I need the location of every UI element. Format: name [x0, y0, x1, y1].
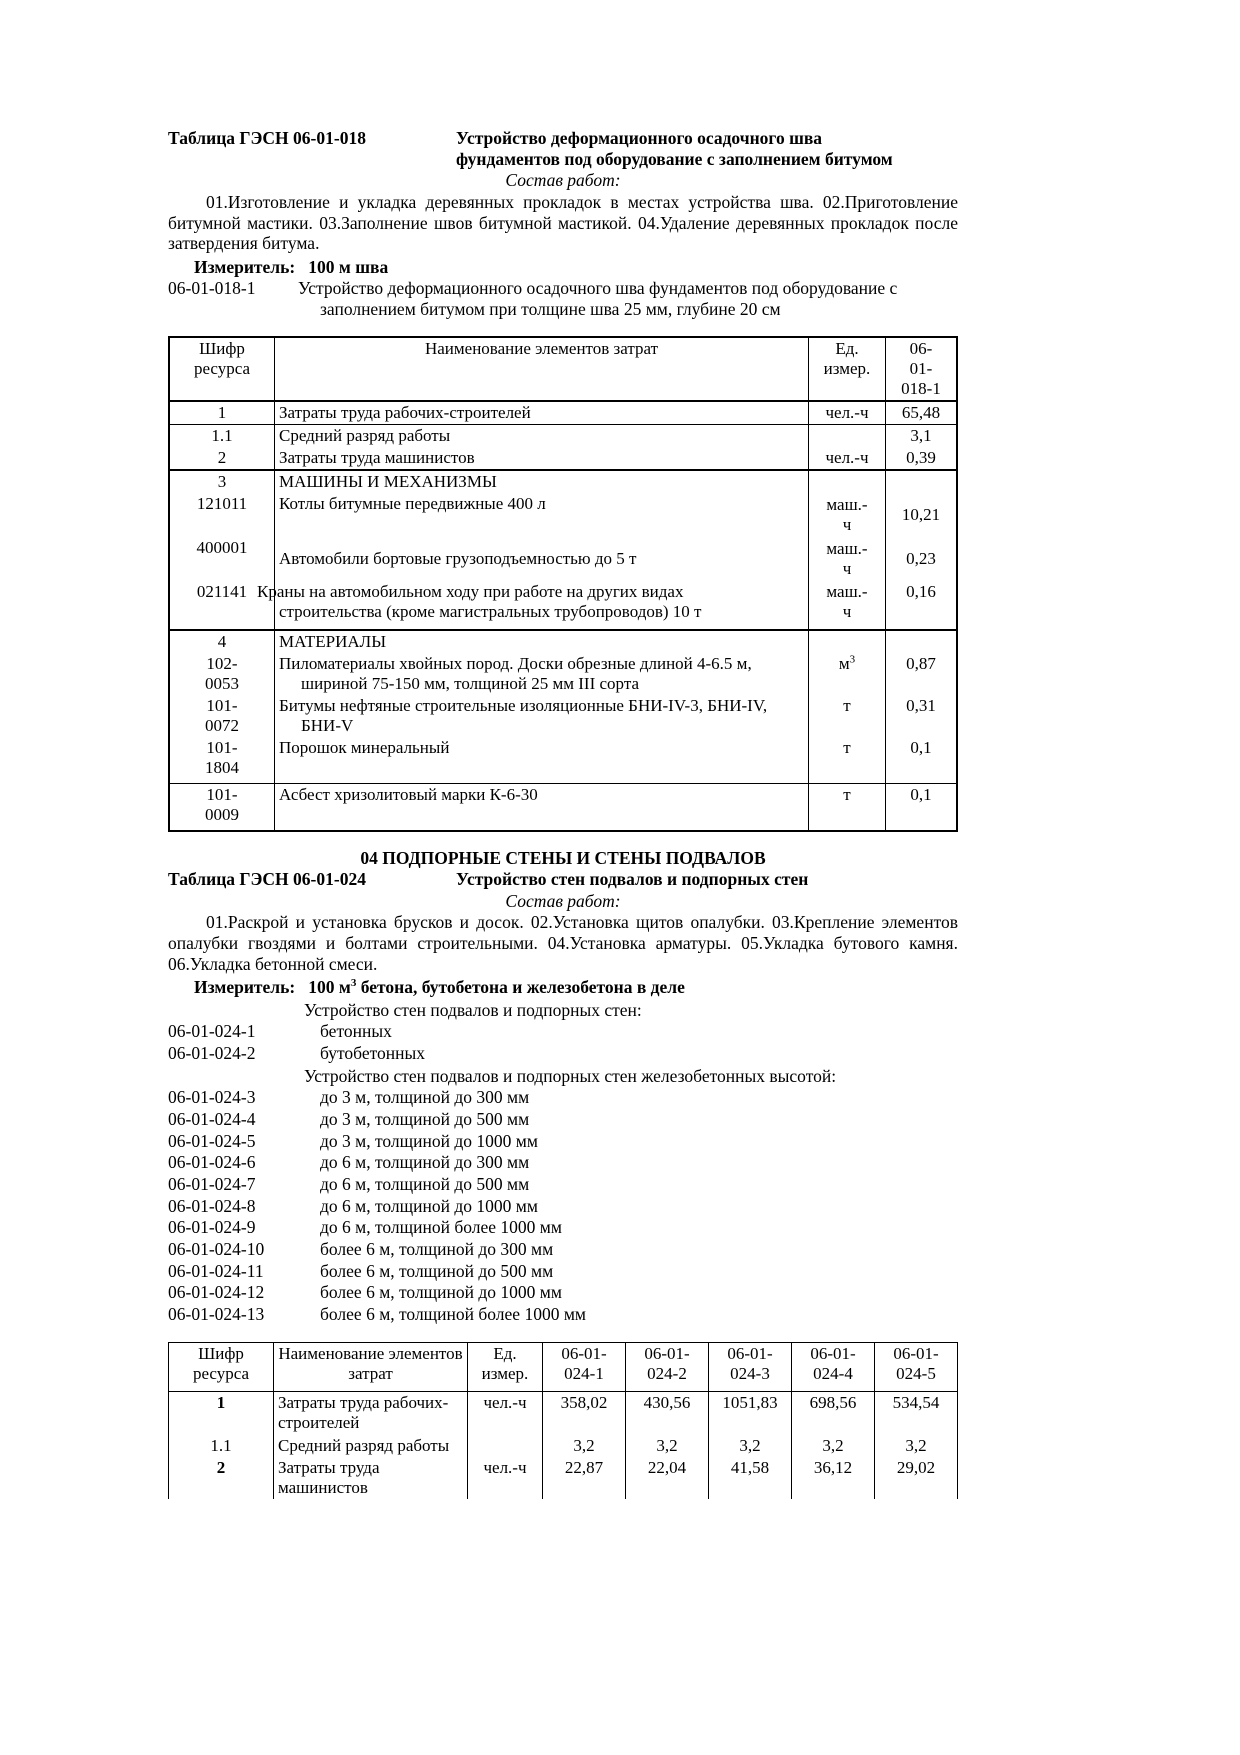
item-code: 06-01-024-2: [168, 1043, 256, 1064]
row-name: Асбест хризолитовый марки К-6-30: [275, 784, 809, 832]
row-value: 0,16: [886, 581, 958, 630]
row-unit: чел.-ч: [809, 447, 886, 470]
row-code: 1: [169, 401, 275, 425]
section2-sostav-label: Состав работ:: [505, 890, 621, 911]
table1-heading-title-line2: фундаментов под оборудование с заполнением битумом: [456, 148, 893, 169]
item-code: 06-01-024-8: [168, 1195, 256, 1216]
table1-col-code-line2: ресурса: [193, 358, 251, 378]
table-row: [169, 1435, 958, 1457]
row-code: 3: [169, 470, 275, 493]
row-value: 698,56: [792, 1392, 875, 1435]
table2-col-value-2-line1: 06-01-: [644, 1344, 690, 1364]
list-item: [168, 1109, 958, 1130]
table2-col-value-5-line2: 024-5: [896, 1364, 936, 1384]
row-code: 4: [169, 630, 275, 653]
section2-izmeritel-value-post: бетона, бутобетона и железобетона в деле: [356, 977, 685, 998]
table1-col-unit: [809, 337, 886, 401]
table1-col-value-line2: 01-: [909, 358, 933, 378]
list-item: [168, 1282, 958, 1303]
document-content: [168, 128, 958, 1499]
list-item: [168, 1196, 958, 1217]
section2-sostav-text: 01.Раскрой и установка брусков и досок. 02.Установка щитов опалубки. 03.Крепление элементов опалубки гвоздями и болтами строительными. 04.Установка арматуры. 05.Укладка бутового камня. 06.Укладка бетонной смеси.: [168, 912, 958, 974]
item-desc: до 3 м, толщиной до 300 мм: [320, 1087, 530, 1108]
table2-col-value-3-line1: 06-01-: [727, 1344, 773, 1364]
row-value: 0,87: [886, 653, 958, 695]
table-row: [169, 537, 957, 581]
table1-izmeritel: [168, 257, 958, 278]
table2-col-unit-line2: измер.: [481, 1364, 529, 1384]
row-value: 358,02: [543, 1392, 626, 1435]
table-row: [169, 784, 957, 832]
row-value: 22,87: [543, 1457, 626, 1499]
row-name: Затраты труда рабочих-строителей: [274, 1392, 468, 1435]
list-item: [168, 1304, 958, 1325]
item-code: 06-01-024-3: [168, 1087, 256, 1108]
list-item: [168, 1152, 958, 1173]
item-code: 06-01-024-9: [168, 1217, 256, 1238]
table1-sostav-label: Состав работ:: [505, 170, 621, 191]
item-code: 06-01-024-10: [168, 1238, 265, 1259]
item-desc: более 6 м, толщиной до 300 мм: [320, 1238, 554, 1259]
table2-header-row: [169, 1343, 958, 1392]
row-value: 3,1: [886, 424, 958, 447]
table2-col-value-1-line2: 024-1: [564, 1364, 604, 1384]
row-unit: т: [809, 695, 886, 737]
row-value: 0,1: [886, 784, 958, 832]
table2-col-code-line1: Шифр: [198, 1344, 244, 1364]
row-unit: чел.-ч: [809, 401, 886, 425]
row-name: Порошок минеральный: [275, 737, 809, 784]
item-code: 06-01-024-5: [168, 1130, 256, 1151]
row-unit: [809, 424, 886, 447]
table-row: [169, 424, 957, 447]
item-desc: до 6 м, толщиной до 500 мм: [320, 1173, 530, 1194]
table1-heading: [168, 128, 958, 169]
table1-heading-label: Таблица ГЭСН 06-01-018: [168, 128, 366, 148]
table1-izmeritel-label: Измеритель:: [194, 256, 296, 277]
table1-col-unit-line2: измер.: [823, 358, 871, 378]
row-value: 534,54: [875, 1392, 958, 1435]
table-row-group: [169, 470, 957, 493]
row-name: Автомобили бортовые грузоподъемностью до 5 т: [275, 537, 809, 581]
item-code: 06-01-024-6: [168, 1152, 256, 1173]
table2-col-code: [169, 1343, 274, 1392]
table2-heading-label: Таблица ГЭСН 06-01-024: [168, 868, 366, 889]
table-row: [169, 1457, 958, 1499]
row-value: 65,48: [886, 401, 958, 425]
table1-col-code-line1: Шифр: [199, 338, 245, 358]
item-desc: бетонных: [320, 1021, 392, 1042]
table1-izmeritel-value: 100 м шва: [308, 256, 389, 277]
row-name: Затраты труда машинистов: [275, 447, 809, 470]
row-unit: [468, 1435, 543, 1457]
row-value: [886, 630, 958, 653]
row-value: 29,02: [875, 1457, 958, 1499]
table-row: [169, 653, 957, 695]
table2-col-unit: [468, 1343, 543, 1392]
row-value: 0,1: [886, 737, 958, 784]
row-code: 400001: [169, 537, 275, 581]
row-name: Котлы битумные передвижные 400 л: [275, 493, 809, 537]
row-code: 101- 0072: [169, 695, 275, 737]
row-code: 2: [169, 1457, 274, 1499]
row-value: [886, 470, 958, 493]
table1-item-desc-line2: заполнением битумом при толщине шва 25 мм, глубине 20 см: [320, 299, 781, 320]
table2-col-value-3: [709, 1343, 792, 1392]
section2-izmeritel-label: Измеритель:: [194, 977, 296, 998]
section2-izmeritel-value-pre: 100 м: [308, 977, 351, 998]
row-unit: $м^3$: [809, 653, 886, 695]
row-code: 101- 1804: [169, 737, 275, 784]
table2-heading: [168, 869, 958, 890]
table1-item-desc: [298, 278, 958, 319]
table-row: [169, 401, 957, 425]
item-desc: бутобетонных: [320, 1043, 425, 1064]
list-item: [168, 1217, 958, 1238]
table2-col-unit-line1: Ед.: [493, 1344, 517, 1364]
list-item: [168, 1239, 958, 1260]
row-name: Средний разряд работы: [275, 424, 809, 447]
table-row: [169, 1392, 958, 1435]
item-desc: до 3 м, толщиной до 500 мм: [320, 1109, 530, 1130]
table-row: [169, 581, 957, 630]
table2-col-value-4: [792, 1343, 875, 1392]
row-unit: [809, 630, 886, 653]
table1-col-name: Наименование элементов затрат: [275, 337, 809, 401]
row-unit: т: [809, 737, 886, 784]
item-code: 06-01-024-12: [168, 1282, 265, 1303]
table1-header-row: [169, 337, 957, 401]
table-row: [169, 447, 957, 470]
row-unit: маш.- ч: [809, 581, 886, 630]
list-item: [168, 1043, 958, 1064]
table2-col-value-5: [875, 1343, 958, 1392]
row-value: 1051,83: [709, 1392, 792, 1435]
row-value: 22,04: [626, 1457, 709, 1499]
row-name: Средний разряд работы: [274, 1435, 468, 1457]
row-value: 3,2: [792, 1435, 875, 1457]
item-desc: до 6 м, толщиной до 300 мм: [320, 1152, 530, 1173]
row-value: 3,2: [875, 1435, 958, 1457]
row-name: Краны на автомобильном ходу при работе на других видах строительства (кроме магистральных трубопроводов) 10 т: [275, 581, 809, 630]
table-row: [169, 493, 957, 537]
table2-col-value-1: [543, 1343, 626, 1392]
table1-col-value-line1: 06-: [909, 338, 933, 358]
table1-col-code: [169, 337, 275, 401]
row-name: Пиломатериалы хвойных пород. Доски обрезные длиной 4-6.5 м, шириной 75-150 мм, толщиной 25 мм III сорта: [275, 653, 809, 695]
table2-col-value-3-line2: 024-3: [730, 1364, 770, 1384]
resource-table-018: [168, 336, 958, 833]
row-name: МАТЕРИАЛЫ: [275, 630, 809, 653]
row-value: 0,31: [886, 695, 958, 737]
row-name: Затраты труда рабочих-строителей: [275, 401, 809, 425]
table2-col-value-2-line2: 024-2: [647, 1364, 687, 1384]
list-item: [168, 1174, 958, 1195]
section2-group2-title: Устройство стен подвалов и подпорных стен железобетонных высотой:: [304, 1065, 837, 1086]
table2-col-value-1-line1: 06-01-: [561, 1344, 607, 1364]
section2-izmeritel-value-sup: 3: [350, 977, 357, 990]
row-code: 1.1: [169, 1435, 274, 1457]
list-item: [168, 1131, 958, 1152]
item-desc: более 6 м, толщиной до 1000 мм: [320, 1282, 562, 1303]
item-code: 06-01-024-11: [168, 1260, 264, 1281]
table2-col-value-5-line1: 06-01-: [893, 1344, 939, 1364]
row-value: 3,2: [543, 1435, 626, 1457]
table2-col-value-4-line2: 024-4: [813, 1364, 853, 1384]
row-unit: чел.-ч: [468, 1392, 543, 1435]
row-code: 102- 0053: [169, 653, 275, 695]
item-desc: до 6 м, толщиной до 1000 мм: [320, 1195, 538, 1216]
row-code: 121011: [169, 493, 275, 537]
row-value: 10,21: [886, 493, 958, 537]
row-value: 41,58: [709, 1457, 792, 1499]
item-desc: более 6 м, толщиной более 1000 мм: [320, 1303, 586, 1324]
row-unit: чел.-ч: [468, 1457, 543, 1499]
section2-izmeritel: [168, 977, 958, 998]
row-value: 3,2: [626, 1435, 709, 1457]
table1-item-desc-line1: Устройство деформационного осадочного шва фундаментов под оборудование с: [298, 278, 898, 299]
resource-table-024: [168, 1342, 958, 1498]
row-code: 2: [169, 447, 275, 470]
row-code: 1: [169, 1392, 274, 1435]
row-name: МАШИНЫ И МЕХАНИЗМЫ: [275, 470, 809, 493]
table-row: [169, 737, 957, 784]
row-unit: маш.- ч: [809, 537, 886, 581]
table2-heading-title: Устройство стен подвалов и подпорных стен: [456, 868, 809, 889]
row-value: 0,39: [886, 447, 958, 470]
item-desc: до 6 м, толщиной более 1000 мм: [320, 1217, 562, 1238]
item-code: 06-01-024-4: [168, 1109, 256, 1130]
row-value: 36,12: [792, 1457, 875, 1499]
table2-col-value-2: [626, 1343, 709, 1392]
row-name: Затраты труда машинистов: [274, 1457, 468, 1499]
table1-col-value-line3: 018-1: [901, 378, 941, 398]
row-value: 3,2: [709, 1435, 792, 1457]
table1-col-value: [886, 337, 958, 401]
row-value: 0,23: [886, 537, 958, 581]
row-unit: маш.- ч: [809, 493, 886, 537]
table2-col-value-4-line1: 06-01-: [810, 1344, 856, 1364]
table1-item-code: 06-01-018-1: [168, 278, 256, 299]
item-code: 06-01-024-7: [168, 1173, 256, 1194]
item-code: 06-01-024-13: [168, 1303, 265, 1324]
item-desc: до 3 м, толщиной до 1000 мм: [320, 1130, 538, 1151]
list-item: [168, 1261, 958, 1282]
row-code: 1.1: [169, 424, 275, 447]
list-item: [168, 1021, 958, 1042]
table1-sostav-text: 01.Изготовление и укладка деревянных прокладок в местах устройства шва. 02.Приготовление битумной мастики. 03.Заполнение швов битумной мастикой. 04.Удаление деревянных прокладок после затвердения битума.: [168, 191, 958, 254]
section2-group1-title: Устройство стен подвалов и подпорных стен:: [304, 999, 642, 1020]
section2-title: 04 ПОДПОРНЫЕ СТЕНЫ И СТЕНЫ ПОДВАЛОВ: [360, 848, 766, 869]
item-desc: более 6 м, толщиной до 500 мм: [320, 1260, 554, 1281]
row-unit: [809, 470, 886, 493]
row-unit: т: [809, 784, 886, 832]
table1-item-line: [168, 278, 958, 319]
table1-heading-title: [456, 128, 958, 169]
item-code: 06-01-024-1: [168, 1021, 256, 1042]
row-name: Битумы нефтяные строительные изоляционные БНИ-IV-3, БНИ-IV, БНИ-V: [275, 695, 809, 737]
table1-heading-title-line1: Устройство деформационного осадочного шва: [456, 128, 823, 148]
row-code: 101- 0009: [169, 784, 275, 832]
table-row: [169, 695, 957, 737]
table1-col-unit-line1: Ед.: [835, 338, 859, 358]
table2-col-code-line2: ресурса: [192, 1364, 250, 1384]
row-code: 021141: [169, 581, 275, 630]
row-value: 430,56: [626, 1392, 709, 1435]
table-row-group: [169, 630, 957, 653]
table2-col-name: Наименование элементов затрат: [274, 1343, 468, 1392]
list-item: [168, 1087, 958, 1108]
